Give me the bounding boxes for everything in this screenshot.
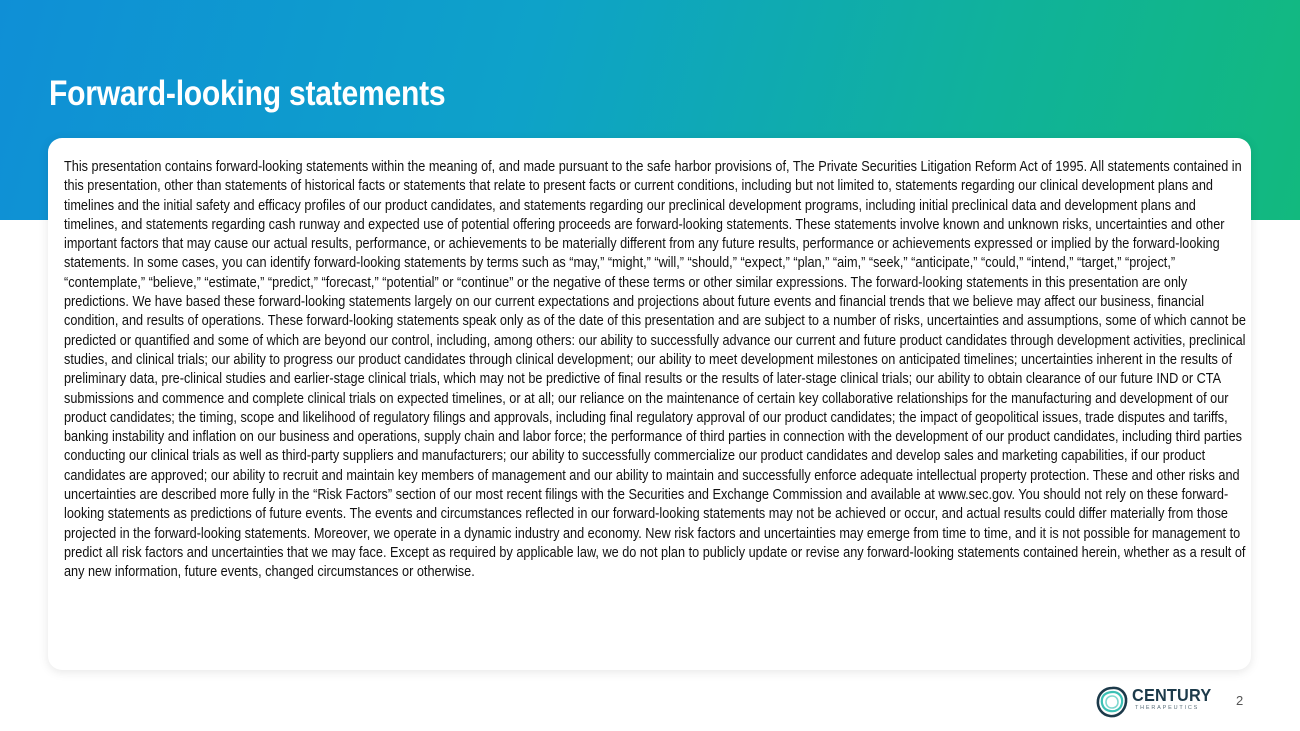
disclaimer-paragraph: This presentation contains forward-looking statements within the meaning of, and made pursuant to the safe harbor provisions of, The Private Securities Litigation Reform Act of 1995. All statements contained in this presentation, other than statements of historical facts or statements that relate to present facts or current conditions, including but not limited to, statements regarding our clinical development plans and timelines and the initial safety and efficacy profiles of our product candidates, and statements regarding our preclinical development programs, including initial preclinical data and development plans and timelines, and statements regarding cash runway and expected use of potential offering proceeds are forward-looking statements. These statements involve known and unknown risks, uncertainties and other important factors that may cause our actual results, performance, or achievements to be materially different from any future results, performance or achievements expressed or implied by the forward-looking statements. In some cases, you can identify forward-looking statements by terms such as “may,” “might,” “will,” “should,” “expect,” “plan,” “aim,” “seek,” “anticipate,” “could,” “intend,” “target,” “project,” “contemplate,” “believe,” “estimate,” “predict,” “forecast,” “potential” or “continue” or the negative of these terms or other similar expressions. The forward-looking statements in this presentation are only predictions. We have based these forward-looking statements largely on our current expectations and projections about future events and financial trends that we believe may affect our business, financial condition, and results of operations. These forward-looking statements speak only as of the date of this presentation and are subject to a number of risks, uncertainties and assumptions, some of which cannot be predicted or quantified and some of which are beyond our control, including, among others: our ability to successfully advance our current and future product candidates through development activities, preclinical studies, and clinical trials; our ability to progress our product candidates through clinical development; our ability to meet development milestones on anticipated timelines; uncertainties inherent in the results of preliminary data, pre-clinical studies and earlier-stage clinical trials, which may not be predictive of final results or the results of later-stage clinical trials; our ability to obtain clearance of our future IND or CTA submissions and commence and complete clinical trials on expected timelines, or at all; our reliance on the maintenance of certain key collaborative relationships for the manufacturing and development of our product candidates; the timing, scope and likelihood of regulatory filings and approvals, including final regulatory approval of our product candidates; the impact of geopolitical issues, trade disputes and tariffs, banking instability and inflation on our business and operations, supply chain and labor force; the performance of third parties in connection with the development of our product candidates, including third parties conducting our clinical trials as well as third-party suppliers and manufacturers; our ability to successfully commercialize our product candidates and develop sales and marketing capabilities, if our product candidates are approved; our ability to recruit and maintain key members of management and our ability to maintain and successfully enforce adequate intellectual property protection. These and other risks and uncertainties are described more fully in the “Risk Factors” section of our most recent filings with the Securities and Exchange Commission and available at www.sec.gov. You should not rely on these forward-looking statements as predictions of future events. The events and circumstances reflected in our forward-looking statements may not be achieved or occur, and actual results could differ materially from those projected in the forward-looking statements. Moreover, we operate in a dynamic industry and economy. New risk factors and uncertainties may emerge from time to time, and it is not possible for management to predict all risk factors and uncertainties that we may face. Except as required by applicable law, we do not plan to publicly update or revise any forward-looking statements contained herein, whether as a result of any new information, future events, changed circumstances or otherwise.: [64, 159, 1246, 581]
page-title: Forward-looking statements: [49, 74, 446, 113]
logo-wordmark: CENTURY: [1132, 685, 1212, 705]
content-card: [48, 138, 1251, 670]
page-number: 2: [1236, 693, 1244, 708]
logo-subtitle: THERAPEUTICS: [1135, 705, 1200, 711]
company-logo: [1094, 684, 1224, 720]
century-ring-logo-icon: [1094, 684, 1130, 720]
